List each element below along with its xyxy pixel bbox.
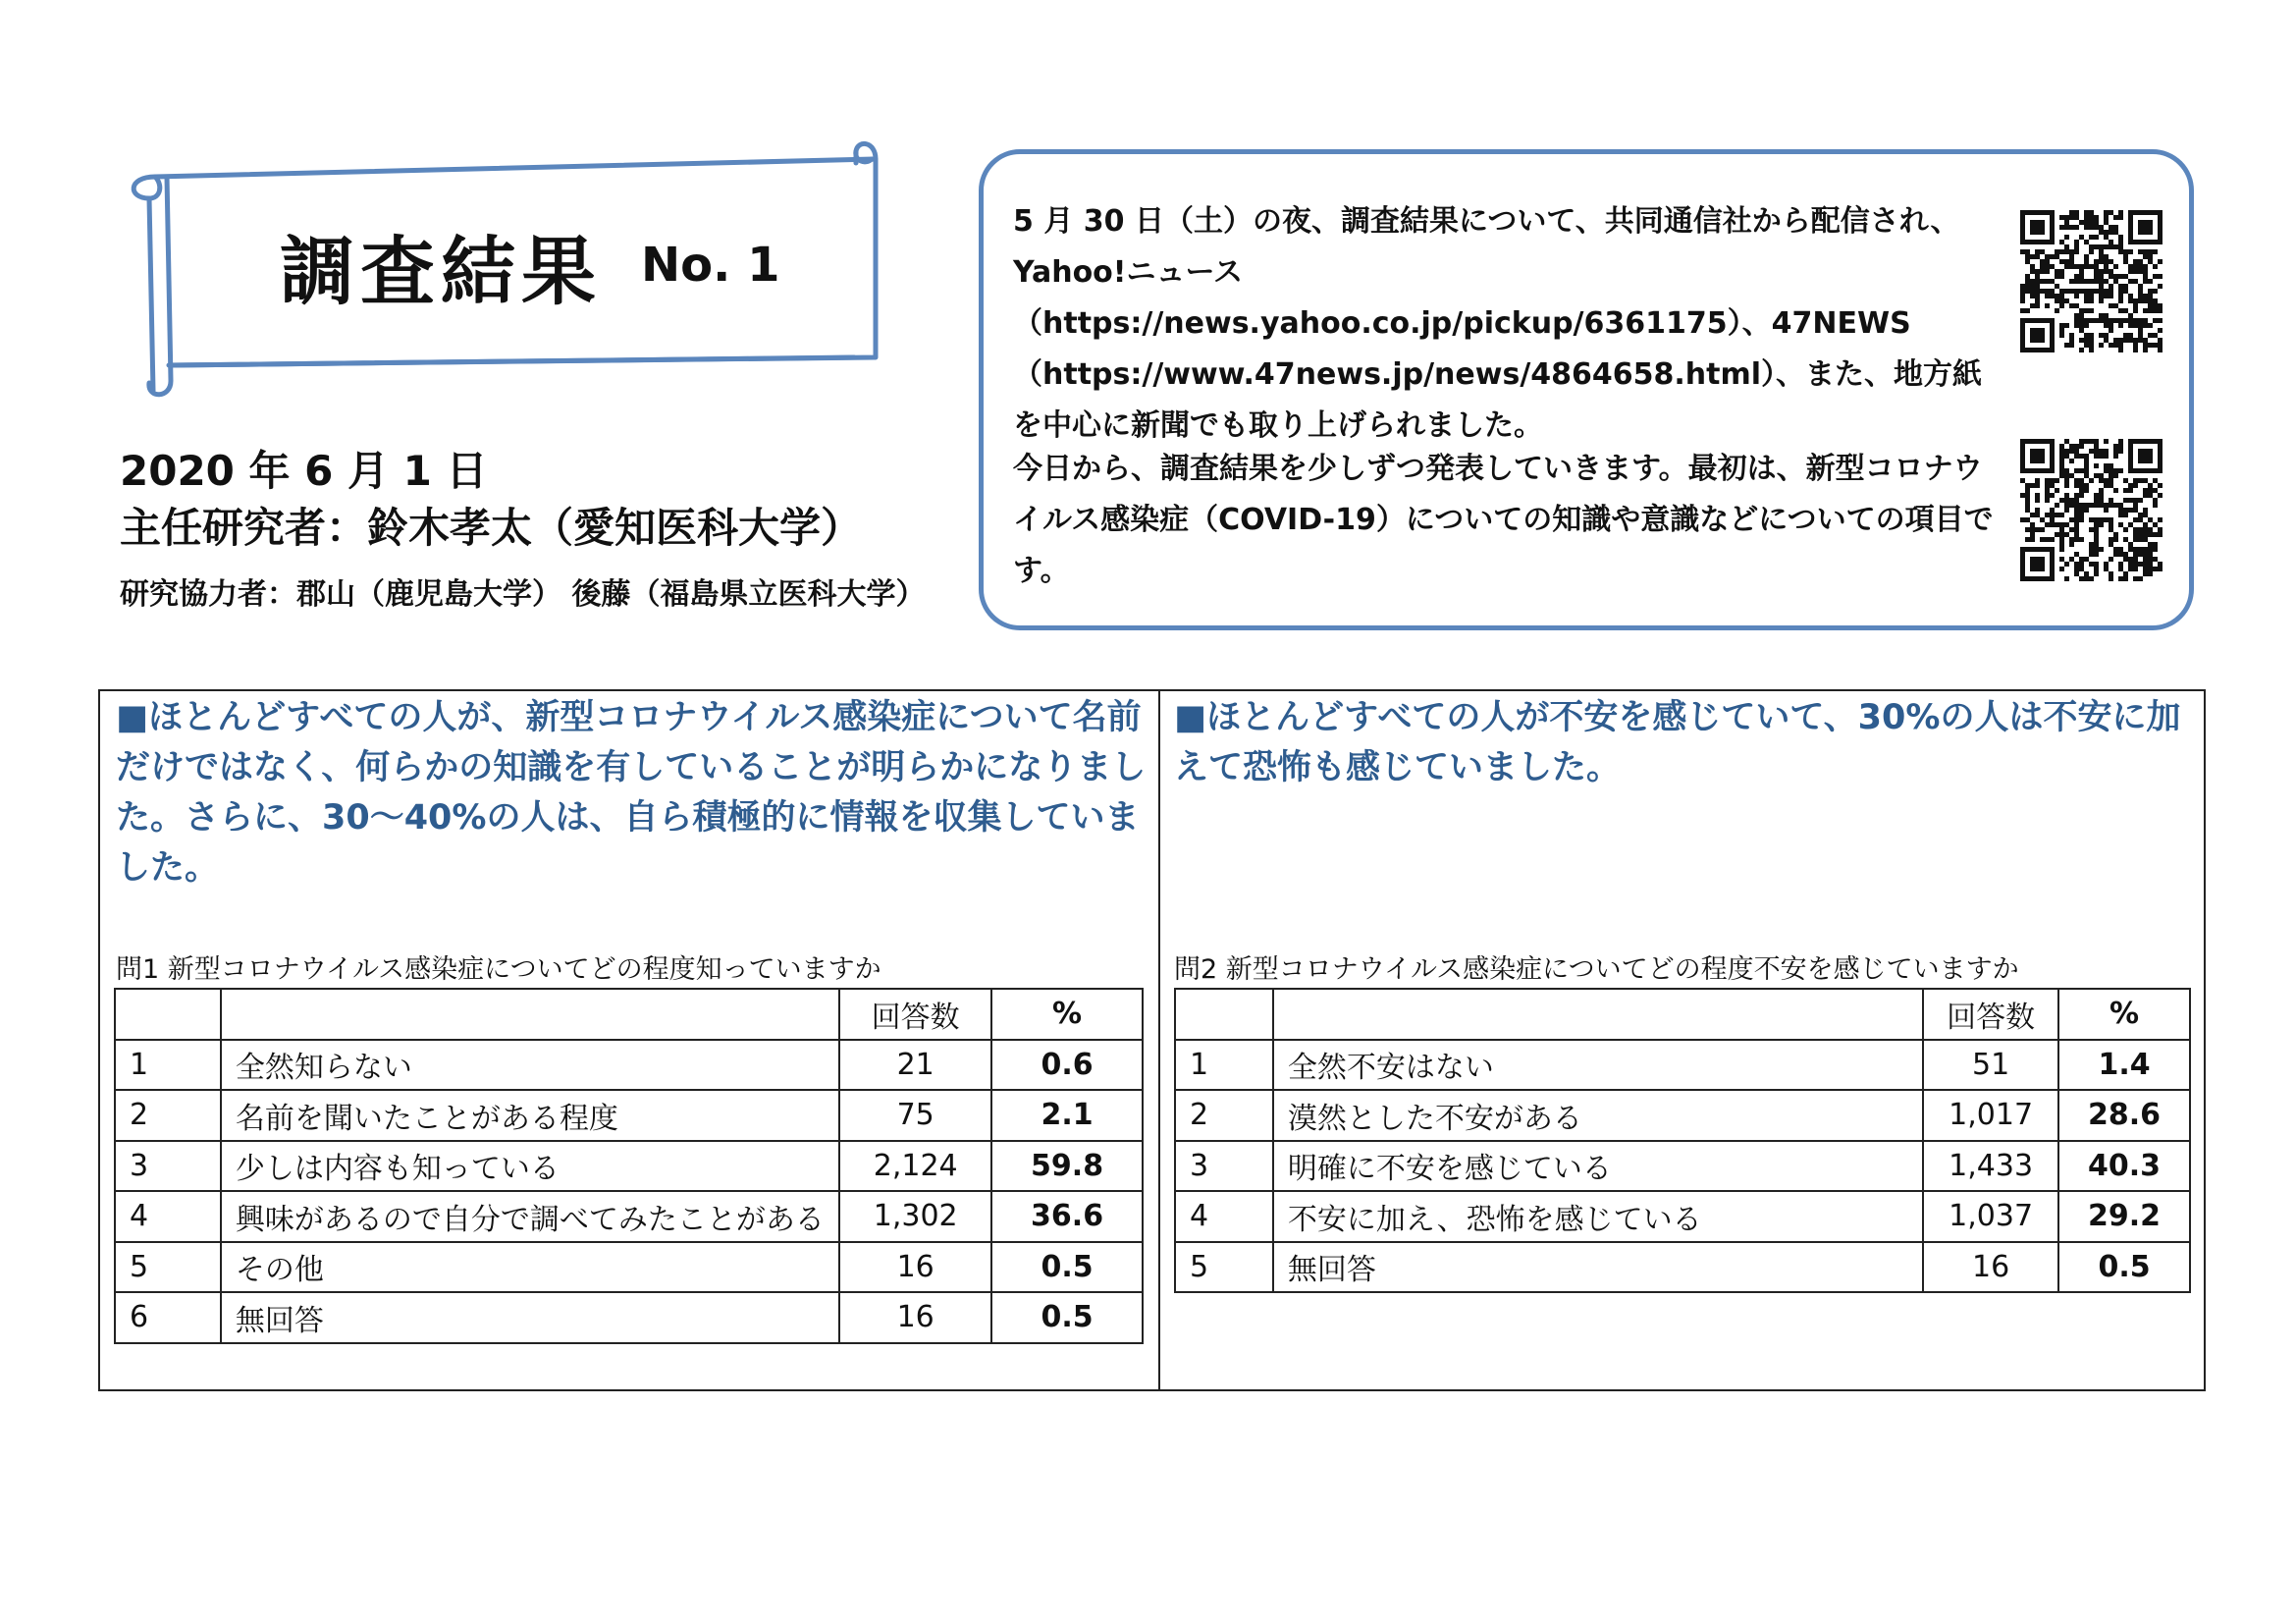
cell-option: 漠然とした不安がある — [1273, 1090, 1923, 1141]
cell-no: 1 — [115, 1040, 221, 1091]
publish-date: 2020 年 6 月 1 日 — [120, 447, 488, 495]
cell-option: その他 — [221, 1242, 839, 1293]
cell-count: 1,302 — [839, 1191, 991, 1242]
question-1-label: 問1 新型コロナウイルス感染症についてどの程度知っていますか — [116, 954, 881, 985]
qr-code-icon[interactable] — [2020, 439, 2163, 581]
qr-code-icon[interactable] — [2020, 210, 2163, 352]
finding-anxiety: ■ほとんどすべての人が不安を感じていて、30%の人は不安に加えて恐怖も感じていました。 — [1174, 698, 2181, 787]
header-option — [221, 989, 839, 1040]
header-count: 回答数 — [1923, 989, 2058, 1040]
table-header-row — [115, 989, 1143, 1040]
question-1-table — [114, 988, 1144, 1344]
table-header-row — [1175, 989, 2190, 1040]
cell-no: 5 — [115, 1242, 221, 1293]
cell-option: 興味があるので自分で調べてみたことがある — [221, 1191, 839, 1242]
header-no — [1175, 989, 1273, 1040]
cell-no: 5 — [1175, 1242, 1273, 1293]
notice-paragraph-2: 今日から、調査結果を少しずつ発表していきます。最初は、新型コロナウイルス感染症（COVID-19）についての知識や意識などについての項目です。 — [1013, 452, 1994, 588]
issue-number: No. 1 — [641, 238, 780, 293]
table-row — [1175, 1242, 2190, 1293]
table-row — [1175, 1040, 2190, 1091]
table-row — [115, 1090, 1143, 1141]
header-no — [115, 989, 221, 1040]
cell-no: 6 — [115, 1292, 221, 1343]
notice-paragraph-1: 5 月 30 日（土）の夜、調査結果について、共同通信社から配信され、Yahoo!ニュース（https://news.yahoo.co.jp/pickup/6361175）、47NEWS（https://www.47news.jp/news/4864658.html）、また、地方紙を中心に新聞でも取り上げられました。 — [1013, 204, 1983, 443]
cell-percent: 2.1 — [991, 1090, 1143, 1141]
cell-count: 1,037 — [1923, 1191, 2058, 1242]
cell-option: 名前を聞いたことがある程度 — [221, 1090, 839, 1141]
cell-count: 1,433 — [1923, 1141, 2058, 1192]
cell-count: 21 — [839, 1040, 991, 1091]
cell-option: 明確に不安を感じている — [1273, 1141, 1923, 1192]
cell-no: 3 — [1175, 1141, 1273, 1192]
cell-option: 全然不安はない — [1273, 1040, 1923, 1091]
collaborators: 研究協力者：郡山（鹿児島大学） 後藤（福島県立医科大学） — [120, 577, 926, 612]
cell-percent: 28.6 — [2058, 1090, 2190, 1141]
cell-percent: 59.8 — [991, 1141, 1143, 1192]
header-percent: % — [2058, 989, 2190, 1040]
header-count: 回答数 — [839, 989, 991, 1040]
cell-count: 16 — [1923, 1242, 2058, 1293]
cell-percent: 0.5 — [991, 1292, 1143, 1343]
cell-no: 3 — [115, 1141, 221, 1192]
cell-option: 不安に加え、恐怖を感じている — [1273, 1191, 1923, 1242]
table-row — [115, 1191, 1143, 1242]
cell-percent: 36.6 — [991, 1191, 1143, 1242]
table-row — [115, 1040, 1143, 1091]
cell-count: 51 — [1923, 1040, 2058, 1091]
header-option — [1273, 989, 1923, 1040]
cell-option: 全然知らない — [221, 1040, 839, 1091]
cell-count: 16 — [839, 1292, 991, 1343]
cell-count: 2,124 — [839, 1141, 991, 1192]
title-text: 調査結果 — [280, 227, 602, 315]
page-title — [280, 211, 869, 319]
cell-option: 少しは内容も知っている — [221, 1141, 839, 1192]
cell-percent: 1.4 — [2058, 1040, 2190, 1091]
cell-option: 無回答 — [1273, 1242, 1923, 1293]
cell-option: 無回答 — [221, 1292, 839, 1343]
table-row — [115, 1292, 1143, 1343]
principal-investigator: 主任研究者：鈴木孝太（愛知医科大学） — [120, 504, 863, 552]
table-row — [115, 1242, 1143, 1293]
cell-percent: 40.3 — [2058, 1141, 2190, 1192]
cell-percent: 0.6 — [991, 1040, 1143, 1091]
cell-percent: 0.5 — [991, 1242, 1143, 1293]
table-row — [1175, 1141, 2190, 1192]
cell-count: 75 — [839, 1090, 991, 1141]
cell-count: 1,017 — [1923, 1090, 2058, 1141]
table-row — [1175, 1090, 2190, 1141]
cell-count: 16 — [839, 1242, 991, 1293]
table-row — [1175, 1191, 2190, 1242]
cell-percent: 0.5 — [2058, 1242, 2190, 1293]
cell-no: 2 — [1175, 1090, 1273, 1141]
cell-no: 4 — [1175, 1191, 1273, 1242]
cell-no: 2 — [115, 1090, 221, 1141]
finding-knowledge: ■ほとんどすべての人が、新型コロナウイルス感染症について名前だけではなく、何らかの知識を有していることが明らかになりました。さらに、30～40%の人は、自ら積極的に情報を収集していました。 — [116, 698, 1147, 888]
cell-no: 1 — [1175, 1040, 1273, 1091]
table-row — [115, 1141, 1143, 1192]
question-2-label: 問2 新型コロナウイルス感染症についてどの程度不安を感じていますか — [1174, 954, 2019, 985]
cell-percent: 29.2 — [2058, 1191, 2190, 1242]
header-percent: % — [991, 989, 1143, 1040]
question-2-table — [1174, 988, 2191, 1293]
cell-no: 4 — [115, 1191, 221, 1242]
